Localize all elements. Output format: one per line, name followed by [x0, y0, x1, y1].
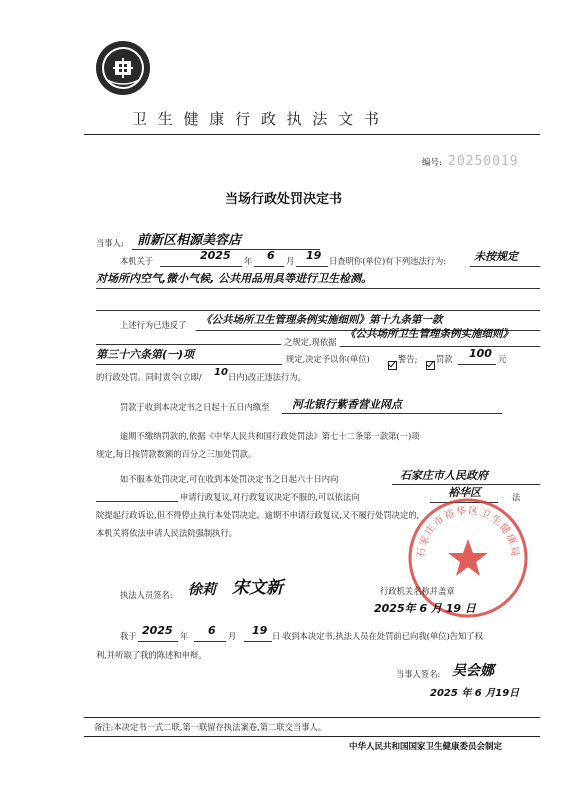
party-name: 前新区相源美容店	[137, 233, 242, 248]
p2-tail2: 日内)改正违法行为。	[228, 372, 306, 382]
p2-law-underline-2	[96, 344, 281, 345]
p4-line2: 规定,每日按罚款数额的百分之三加处罚款。	[96, 449, 257, 459]
p1-month: 6	[267, 249, 275, 262]
r-month: 6	[208, 624, 216, 637]
p2-tail: 的行政处罚。同时责令(立即/	[96, 372, 202, 382]
footer-rule-bottom	[84, 736, 540, 737]
officer-label: 执法人员签名:	[120, 590, 173, 600]
officer-signature-1: 徐莉	[188, 582, 216, 598]
p1-violation-underline-2	[96, 288, 540, 289]
party-label: 当事人:	[96, 238, 124, 248]
p2-article: 第三十六条第(一)项	[96, 348, 195, 361]
document-title: 当场行政处罚决定书	[225, 192, 343, 207]
p5-line4: 本机关将依法申请人民法院强制执行。	[96, 528, 238, 538]
p2-mid: 之规定,现依据	[284, 337, 337, 347]
p2-warning-label: 警告;	[398, 354, 418, 364]
p2-basis-underline	[340, 346, 540, 347]
p5-blank-underline-b	[96, 501, 178, 502]
form-series-title: 卫 生 健 康 行 政 执 法 文 书	[132, 110, 382, 128]
p1-year-unit: 年	[244, 256, 253, 266]
r-year: 2025	[142, 624, 173, 637]
agency-label: 行政机关名称并盖章	[380, 586, 455, 596]
p2-article-underline	[96, 364, 282, 365]
p5-gov: 石家庄市人民政府	[400, 469, 488, 482]
p2-fine-underline	[458, 364, 496, 365]
emblem-icon	[95, 40, 151, 96]
p2-fine-label: 罚款	[436, 354, 453, 364]
p2-basis: 《公共场所卫生管理条例实施细则》	[345, 328, 513, 340]
p1-violation-1: 未按规定	[474, 250, 518, 263]
party-date: 2025 年 6 月19日	[430, 688, 520, 699]
p1-suffix: 日查明你(单位)有下列违法行为:	[329, 256, 447, 266]
p1-month-unit: 月	[286, 256, 295, 266]
party-signature: 吴会娜	[452, 663, 494, 679]
p5-court: 裕华区	[448, 486, 481, 499]
r-prefix: 我于	[120, 631, 137, 641]
footer-issuer: 中华人民共和国国家卫生健康委员会制定	[349, 742, 503, 752]
p2-fine-amount: 100	[469, 347, 492, 360]
r-year-underline	[138, 641, 178, 642]
party-sign-label: 当事人签名:	[396, 669, 441, 679]
p2-rule-text: 规定,决定予以你(单位)	[286, 354, 370, 364]
footer-rule-top	[84, 717, 540, 718]
number-label: 编号:	[422, 158, 442, 168]
p1-month-underline	[254, 266, 284, 267]
warning-checkbox[interactable]	[387, 355, 398, 374]
footer-note: 备注:本决定书一式二联,第一联留存执法案卷,第二联交当事人。	[94, 722, 327, 732]
p5-line2: 申请行政复议,对行政复议决定不服的,可以依法向	[180, 492, 360, 502]
p1-day-underline	[296, 266, 328, 267]
p2-fine-unit: 元	[498, 354, 507, 364]
p5-line3: 院提起行政诉讼,但不得停止执行本处罚决定。逾期不申请行政复议,又不履行处罚决定的,	[96, 510, 420, 520]
number-value: 20250019	[448, 154, 519, 169]
p1-violation-underline-1	[470, 266, 540, 267]
p1-day: 19	[306, 249, 322, 262]
agency-date: 2025年 6 月 19 日	[374, 602, 476, 615]
p3-bank: 河北银行紫香营业网点	[292, 398, 402, 411]
r-suffix: 日 收到本决定书,执法人员在处罚前已向我(单位)告知了权	[272, 631, 483, 641]
r-line2: 利,并听取了我的陈述和申辩。	[96, 650, 207, 660]
seal-text: 石家庄市裕华区卫生健康局	[415, 505, 521, 559]
header-rule	[84, 134, 540, 135]
p1-year-underline	[160, 266, 242, 267]
officer-signature-2: 宋文新	[232, 578, 283, 598]
p3-bank-underline	[282, 413, 502, 414]
r-day-underline	[244, 641, 272, 642]
r-year-unit: 年	[180, 631, 189, 641]
emblem-logo	[95, 40, 151, 96]
p5-line1: 如不服本处罚决定,可在收到本处罚决定书之日起六十日内向	[120, 474, 339, 484]
r-month-unit: 月	[228, 631, 237, 641]
p3-text: 罚款于收到本决定书之日起十五日内缴至	[120, 402, 270, 412]
p4-line1: 逾期不缴纳罚款的,依据《中华人民共和国行政处罚法》第七十二条第一款第(一)项	[120, 431, 420, 441]
p2-prefix: 上述行为已违反了	[120, 320, 187, 330]
p2-days: 10	[214, 367, 228, 378]
p1-year: 2025	[200, 249, 231, 262]
p1-blank-underline	[96, 310, 540, 311]
p1-prefix: 本机关于	[120, 256, 154, 266]
r-day: 19	[252, 624, 268, 637]
r-month-underline	[194, 641, 226, 642]
p1-violation-2: 对场所内空气,微小气候, 公共用品用具等进行卫生检测。	[96, 272, 373, 285]
p2-law: 《公共场所卫生管理条例实施细则》第十九条第一款	[201, 314, 443, 326]
p5-line2-end: 法	[512, 492, 521, 502]
fine-checkbox[interactable]	[425, 355, 436, 374]
